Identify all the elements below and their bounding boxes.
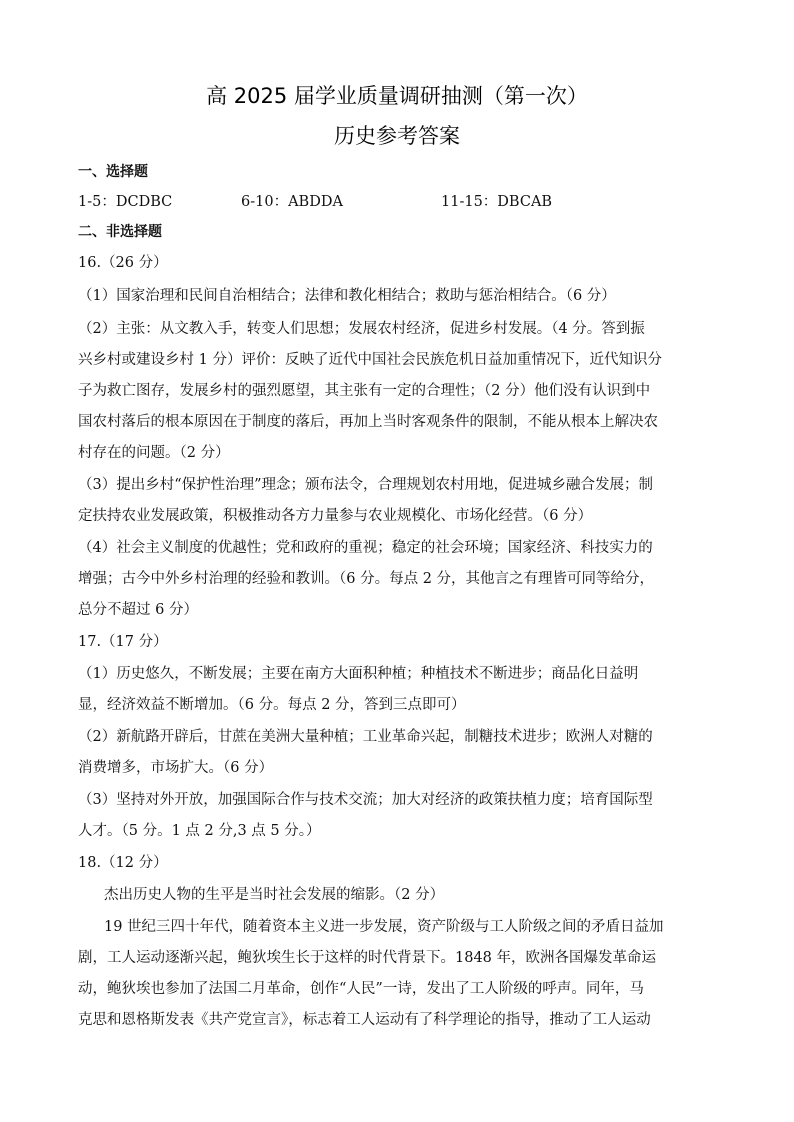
- q18-label: 18.（12 分）: [78, 855, 168, 871]
- q18-para1: 杰出历史人物的生平是当时社会发展的缩影。（2 分）: [104, 887, 445, 903]
- q17-label: 17.（17 分）: [78, 634, 168, 650]
- q16-part2-line1: （2）主张：从文教入手，转变人们思想；发展农村经济，促进乡村发展。（4 分。答到振: [78, 321, 645, 337]
- q18-para2-line2: 剧，工人运动逐渐兴起，鲍狄埃生长于这样的时代背景下。1848 年，欧洲各国爆发革命运: [78, 950, 657, 966]
- q17-part3-line2: 人才。（5 分。1 点 2 分,3 点 5 分。）: [78, 823, 321, 839]
- q17-part2-line2: 消费增多，市场扩大。（6 分）: [78, 760, 274, 776]
- q17-part3-line1: （3）坚持对外开放，加强国际合作与技术交流；加大对经济的政策扶植力度；培育国际型: [78, 792, 653, 808]
- answers-6-10: 6-10：ABDDA: [241, 194, 343, 210]
- q16-part4-line3: 总分不超过 6 分）: [78, 602, 198, 618]
- q17-part2-line1: （2）新航路开辟后，甘蔗在美洲大量种植；工业革命兴起，制糖技术进步；欧洲人对糖的: [78, 729, 653, 745]
- q16-part4-line1: （4）社会主义制度的优越性；党和政府的重视；稳定的社会环境；国家经济、科技实力的: [78, 540, 653, 556]
- q16-part2-line4: 国农村落后的根本原因在于制度的落后，再加上当时客观条件的限制，不能从根本上解决农: [78, 414, 658, 430]
- q18-para2-line1: 19 世纪三四十年代，随着资本主义进一步发展，资产阶级与工人阶级之间的矛盾日益加: [104, 919, 664, 935]
- section-choice-heading: 一、选择题: [78, 164, 148, 180]
- section-nonchoice-heading: 二、非选择题: [78, 224, 162, 240]
- q16-part1: （1）国家治理和民间自治相结合；法律和教化相结合；救助与惩治相结合。（6 分）: [78, 288, 616, 304]
- q18-para2-line3: 动，鲍狄埃也参加了法国二月革命，创作“人民”一诗，发出了工人阶级的呼声。同年，马: [78, 981, 644, 997]
- q16-part3-line1: （3）提出乡村“保护性治理”理念；颁布法令，合理规划农村用地，促进城乡融合发展；制: [78, 477, 654, 493]
- q18-para2-line4: 克思和恩格斯发表《共产党宣言》，标志着工人运动有了科学理论的指导，推动了工人运动: [78, 1012, 651, 1028]
- document-subtitle: 历史参考答案: [334, 124, 460, 148]
- answers-11-15: 11-15：DBCAB: [441, 194, 553, 210]
- q16-part2-line2: 兴乡村或建设乡村 1 分）评价：反映了近代中国社会民族危机日益加重情况下，近代知识分: [78, 352, 662, 368]
- q16-part2-line5: 村存在的问题。（2 分）: [78, 445, 230, 461]
- q16-part3-line2: 定扶持农业发展政策，积极推动各方力量参与农业规模化、市场化经营。（6 分）: [78, 508, 593, 524]
- q16-part4-line2: 增强；古今中外乡村治理的经验和教训。（6 分。每点 2 分，其他言之有理皆可同等给分，: [78, 571, 655, 587]
- q16-label: 16.（26 分）: [78, 255, 168, 271]
- document-title: 高 2025 届学业质量调研抽测（第一次）: [206, 84, 588, 108]
- q16-part2-line3: 子为救亡图存，发展乡村的强烈愿望，其主张有一定的合理性；（2 分）他们没有认识到中: [78, 383, 651, 399]
- q17-part1-line2: 显，经济效益不断增加。（6 分。每点 2 分，答到三点即可）: [78, 697, 466, 713]
- q17-part1-line1: （1）历史悠久，不断发展；主要在南方大面积种植；种植技术不断进步；商品化日益明: [78, 666, 639, 682]
- answers-1-5: 1-5：DCDBC: [78, 194, 173, 210]
